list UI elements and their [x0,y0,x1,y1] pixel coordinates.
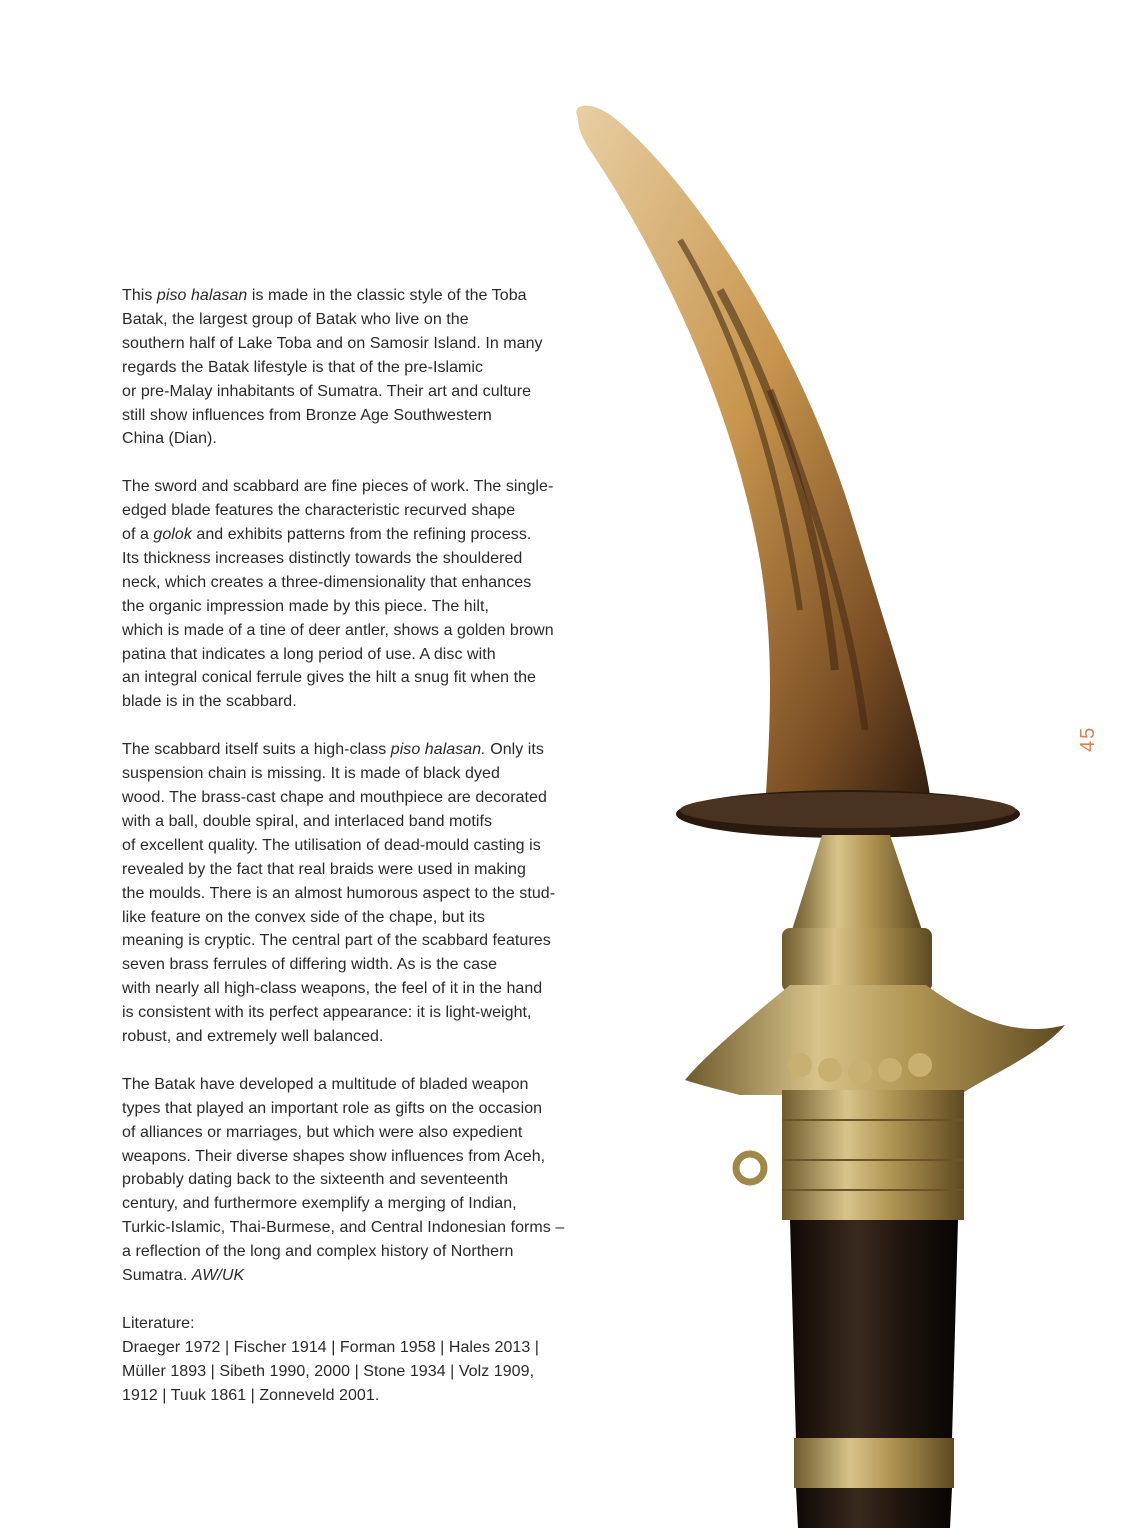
text-run: blade is in the scabbard. [122,693,297,711]
text-run: edged blade features the characteristic recurved shape [122,502,516,520]
text-run: the organic impression made by this piece. The hilt, [122,597,489,615]
text-run: seven brass ferrules of differing width. As is the case [122,956,498,974]
text-run: wood. The brass-cast chape and mouthpiece are decorated [122,789,547,806]
paragraphs [122,284,592,1288]
text-run: is made in the classic style of the Toba [247,287,527,304]
body-paragraph [122,1073,592,1288]
mouthpiece-band [782,1090,964,1220]
text-line [122,834,592,858]
text-run: The Batak have developed a multitude of bladed weapon [122,1075,529,1093]
text-run: of excellent quality. The utilisation of dead-mould casting is [122,836,541,854]
ornate-collar [782,928,932,992]
text-run: which is made of a tine of deer antler, shows a golden brown [122,621,554,639]
text-run: The scabbard itself suits a high-class [122,741,391,759]
text-run: neck, which creates a three-dimensionality that enhances [122,573,532,591]
antler-hilt [576,106,930,810]
text-line [122,810,592,834]
text-line [122,882,592,906]
text-run: is consistent with its perfect appearance: it is light-weight, [122,1004,532,1022]
text-line [122,308,592,332]
text-line [122,906,592,930]
text-line [122,1073,592,1097]
text-line [122,547,592,571]
text-run: or pre-Malay inhabitants of Sumatra. Their art and culture [122,382,532,400]
text-line [122,738,592,762]
text-line [122,1097,592,1121]
text-run: regards the Batak lifestyle is that of the pre-Islamic [122,358,484,376]
text-line [122,1025,592,1049]
italic-term: AW/UK [191,1267,245,1285]
literature-block [122,1312,592,1408]
mouthpiece-wings [685,985,1065,1095]
text-run: like feature on the convex side of the chape, but its [122,908,485,926]
text-run: patina that indicates a long period of use. A disc with [122,645,496,663]
text-line [122,858,592,882]
text-run: a reflection of the long and complex history of Northern [122,1243,514,1261]
text-run: The sword and scabbard are fine pieces of work. The single- [122,478,554,496]
scabbard-body [790,1220,958,1440]
text-line [122,475,592,499]
text-line [122,571,592,595]
text-run: Only its [485,741,544,759]
text-line [122,1264,592,1288]
text-run: still show influences from Bronze Age Southwestern [122,406,492,424]
text-run: Batak, the largest group of Batak who live on the [122,310,469,328]
italic-term: golok [153,526,192,544]
text-line [122,786,592,810]
text-run: of a [122,526,154,544]
text-run: types that played an important role as gifts on the occasion [122,1099,543,1117]
text-run: and exhibits patterns from the refining process. [191,526,532,544]
text-run: of alliances or marriages, but which were also expedient [122,1123,523,1141]
italic-term: piso halasan. [390,741,486,759]
text-run: robust, and extremely well balanced. [122,1028,384,1046]
body-paragraph [122,475,592,714]
text-line [122,1192,592,1216]
text-run: weapons. Their diverse shapes show influences from Aceh, [122,1147,546,1165]
text-run: revealed by the fact that real braids were used in making [122,860,526,878]
text-line [122,1240,592,1264]
body-text-column [122,284,592,1431]
text-line [122,284,592,308]
text-run: the moulds. There is an almost humorous aspect to the stud- [122,884,556,902]
text-run: Turkic-Islamic, Thai-Burmese, and Central Indonesian forms – [122,1219,565,1237]
text-line [122,929,592,953]
text-line [122,643,592,667]
text-run: with a ball, double spiral, and interlaced band motifs [122,812,493,830]
conical-ferrule [792,835,922,930]
text-line [122,380,592,404]
text-line [122,1216,592,1240]
text-line [122,666,592,690]
text-run: with nearly all high-class weapons, the feel of it in the hand [122,980,543,998]
text-line [122,1121,592,1145]
body-paragraph [122,738,592,1049]
text-line [122,953,592,977]
scabbard-ferrule [794,1438,954,1488]
text-run: suspension chain is missing. It is made of black dyed [122,765,500,783]
text-run: probably dating back to the sixteenth and seventeenth [122,1171,509,1189]
literature-line: Müller 1893 | Sibeth 1990, 2000 | Stone 1934 | Volz 1909, [122,1362,535,1380]
text-line [122,1001,592,1025]
body-paragraph [122,284,592,451]
sword-hilt-photo [560,90,1100,1528]
text-run: China (Dian). [122,430,217,448]
text-run: Sumatra. [122,1267,192,1285]
suspension-ring [736,1154,764,1182]
literature-line: Draeger 1972 | Fischer 1914 | Forman 1958 | Hales 2013 | [122,1338,539,1356]
text-line [122,499,592,523]
text-run: century, and furthermore exemplify a merging of Indian, [122,1195,517,1213]
text-line [122,523,592,547]
text-line [122,1145,592,1169]
text-line [122,356,592,380]
page-number: 45 [1077,725,1099,752]
text-line [122,619,592,643]
text-line [122,427,592,451]
text-line [122,690,592,714]
text-line [122,762,592,786]
text-line [122,1168,592,1192]
text-run: an integral conical ferrule gives the hilt a snug fit when the [122,669,537,687]
text-line [122,404,592,428]
text-run: Its thickness increases distinctly towards the shouldered [122,549,523,567]
text-run: meaning is cryptic. The central part of the scabbard features [122,932,551,950]
text-line [122,977,592,1001]
text-line [122,595,592,619]
literature-line: 1912 | Tuuk 1861 | Zonneveld 2001. [122,1386,380,1404]
text-run: southern half of Lake Toba and on Samosir Island. In many [122,334,543,352]
text-line [122,332,592,356]
literature-label: Literature: [122,1314,195,1332]
text-run: This [122,287,157,304]
italic-term: piso halasan [156,287,248,304]
